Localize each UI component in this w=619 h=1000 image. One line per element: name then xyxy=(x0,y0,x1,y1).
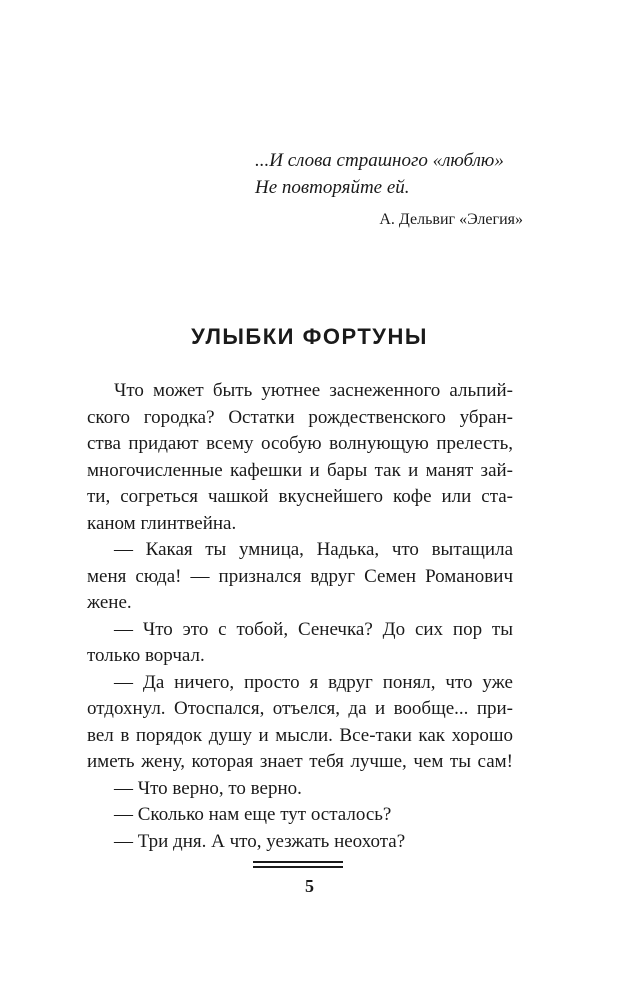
text-line: меня сюда! — признался вдруг Семен Романович xyxy=(87,565,513,587)
body-text xyxy=(87,378,513,855)
text-line: вел в порядок душу и мысли. Все-таки как хорошо xyxy=(87,724,513,746)
chapter-title: УЛЫБКИ ФОРТУНЫ xyxy=(191,324,428,349)
text-line: — Что это с тобой, Сенечка? До сих пор ты xyxy=(114,618,513,640)
text-line: ти, согреться чашкой вкуснейшего кофе или ста- xyxy=(87,486,513,507)
epigraph-line-2: Не повторяйте ей. xyxy=(255,177,410,198)
text-line: каном глинтвейна. xyxy=(87,512,237,534)
epigraph-attribution: А. Дельвиг «Элегия» xyxy=(379,211,523,228)
text-line: только ворчал. xyxy=(87,645,205,666)
footer-rule-top xyxy=(253,861,343,863)
text-line: многочисленные кафешки и бары так и манят зай- xyxy=(87,459,513,481)
text-line: ства придают всему особую волнующую прелесть, xyxy=(87,433,513,454)
text-line: — Что верно, то верно. xyxy=(114,777,302,799)
text-line: — Сколько нам еще тут осталось? xyxy=(114,804,392,825)
footer-rule-bottom xyxy=(253,866,343,868)
text-line: отдохнул. Отоспался, отъелся, да и вообще... при- xyxy=(87,698,513,719)
text-line: — Три дня. А что, уезжать неохота? xyxy=(114,830,406,852)
text-line: Что может быть уютнее заснеженного альпий- xyxy=(114,380,513,401)
text-line: иметь жену, которая знает тебя лучше, чем ты сам! xyxy=(87,751,513,772)
epigraph xyxy=(255,147,545,201)
text-line: — Какая ты умница, Надька, что вытащила xyxy=(114,539,513,560)
page-number: 5 xyxy=(305,876,314,896)
text-line: ского городка? Остатки рождественского убран- xyxy=(87,406,513,428)
text-line: жене. xyxy=(87,592,132,613)
epigraph-line-1: ...И слова страшного «люблю» xyxy=(255,150,504,171)
text-line: — Да ничего, просто я вдруг понял, что уже xyxy=(114,671,513,693)
